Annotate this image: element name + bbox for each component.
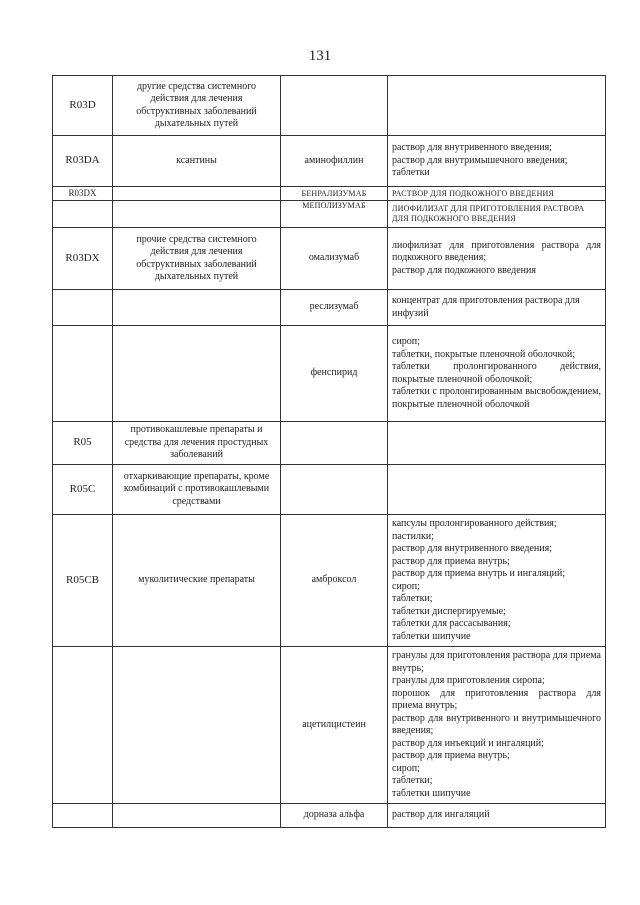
dosage-form: пастилки; — [392, 530, 434, 542]
dosage-form: гранулы для приготовления раствора для приема внутрь; — [392, 650, 601, 674]
dosage-form: лиофилизат для приготовления раствора для подкожного введения; — [392, 239, 601, 264]
dosage-forms — [388, 228, 606, 290]
group-name — [113, 201, 281, 228]
drug-name: фенспирид — [281, 326, 388, 422]
group-name: ксантины — [113, 136, 281, 187]
dosage-forms — [388, 326, 606, 422]
atc-code — [53, 804, 113, 828]
table-row — [53, 290, 606, 326]
drug-name: МЕПОЛИЗУМАБ — [281, 201, 388, 228]
group-name — [113, 647, 281, 804]
dosage-forms — [388, 76, 606, 136]
dosage-form: таблетки, покрытые пленочной оболочкой; — [392, 348, 576, 360]
table-row — [53, 187, 606, 201]
atc-code: R05 — [53, 422, 113, 465]
atc-code: R03D — [53, 76, 113, 136]
dosage-form: таблетки пролонгированного действия, покрытые пленочной оболочкой; — [392, 361, 601, 385]
atc-code: R05CB — [53, 515, 113, 647]
dosage-form: сироп; — [392, 762, 420, 774]
dosage-forms — [388, 647, 606, 804]
dosage-form: ЛИОФИЛИЗАТ ДЛЯ ПРИГОТОВЛЕНИЯ РАСТВОРА ДЛЯ ПОДКОЖНОГО ВВЕДЕНИЯ — [388, 201, 606, 228]
atc-code: R03DA — [53, 136, 113, 187]
drug-name: омализумаб — [281, 228, 388, 290]
table-row — [53, 465, 606, 515]
dosage-form: раствор для внутримышечного введения; — [392, 154, 568, 166]
dosage-form: раствор для внутривенного введения; — [392, 543, 552, 554]
dosage-form: гранулы для приготовления сиропа; — [392, 675, 545, 686]
atc-code — [53, 201, 113, 228]
drug-name: реслизумаб — [281, 290, 388, 326]
atc-code — [53, 647, 113, 804]
atc-code — [53, 326, 113, 422]
dosage-form: раствор для приема внутрь; — [392, 555, 510, 567]
dosage-forms — [388, 422, 606, 465]
group-name: другие средства системного действия для лечения обструктивных заболеваний дыхательных путей — [113, 76, 281, 136]
dosage-form: капсулы пролонгированного действия; — [392, 518, 557, 529]
dosage-form: таблетки диспергируемые; — [392, 605, 506, 617]
drug-name: БЕНРАЛИЗУМАБ — [281, 187, 388, 201]
table-row — [53, 422, 606, 465]
dosage-form: сироп; — [392, 336, 420, 347]
drug-name — [281, 422, 388, 465]
dosage-form: таблетки для рассасывания; — [392, 618, 511, 629]
group-name — [113, 290, 281, 326]
dosage-form: таблетки; — [392, 593, 433, 604]
drug-name — [281, 465, 388, 515]
dosage-form: таблетки шипучие — [392, 630, 471, 642]
dosage-forms — [388, 515, 606, 647]
table-row — [53, 201, 606, 228]
dosage-form: раствор для ингаляций — [388, 804, 606, 828]
table-row — [53, 647, 606, 804]
group-name — [113, 187, 281, 201]
group-name — [113, 804, 281, 828]
drug-table — [52, 75, 606, 828]
atc-code: R05C — [53, 465, 113, 515]
table-row — [53, 136, 606, 187]
dosage-forms — [388, 136, 606, 187]
drug-name: аминофиллин — [281, 136, 388, 187]
dosage-form: раствор для подкожного введения — [392, 264, 536, 276]
dosage-form: раствор для внутривенного введения; — [392, 142, 552, 154]
dosage-form: раствор для внутривенного и внутримышечного введения; — [392, 712, 601, 736]
atc-code: R03DX — [53, 228, 113, 290]
dosage-form: РАСТВОР ДЛЯ ПОДКОЖНОГО ВВЕДЕНИЯ — [388, 187, 606, 201]
group-name: прочие средства системного действия для лечения обструктивных заболеваний дыхательных путей — [113, 228, 281, 290]
drug-name: амброксол — [281, 515, 388, 647]
group-name: отхаркивающие препараты, кроме комбинаций с противокашлевыми средствами — [113, 465, 281, 515]
atc-code: R03DX — [53, 187, 113, 201]
table-row — [53, 515, 606, 647]
atc-code — [53, 290, 113, 326]
drug-name: дорназа альфа — [281, 804, 388, 828]
dosage-form: концентрат для приготовления раствора для инфузий — [388, 290, 606, 326]
dosage-form: таблетки с пролонгированным высвобождением, покрытые пленочной оболочкой — [392, 386, 601, 410]
dosage-form: раствор для приема внутрь; — [392, 750, 510, 761]
page-number: 131 — [308, 48, 332, 64]
dosage-form: раствор для приема внутрь и ингаляций; — [392, 568, 566, 579]
group-name — [113, 326, 281, 422]
dosage-form: таблетки — [392, 167, 430, 179]
table-row — [53, 326, 606, 422]
dosage-forms — [388, 465, 606, 515]
group-name: муколитические препараты — [113, 515, 281, 647]
drug-name: ацетилцистеин — [281, 647, 388, 804]
table-row — [53, 228, 606, 290]
dosage-form: порошок для приготовления раствора для приема внутрь; — [392, 687, 601, 711]
table-row — [53, 804, 606, 828]
dosage-form: таблетки шипучие — [392, 787, 471, 799]
dosage-form: сироп; — [392, 580, 420, 592]
drug-name — [281, 76, 388, 136]
dosage-form: таблетки; — [392, 775, 433, 786]
table-row — [53, 76, 606, 136]
group-name: противокашлевые препараты и средства для лечения простудных заболеваний — [113, 422, 281, 465]
dosage-form: раствор для инъекций и ингаляций; — [392, 737, 544, 749]
